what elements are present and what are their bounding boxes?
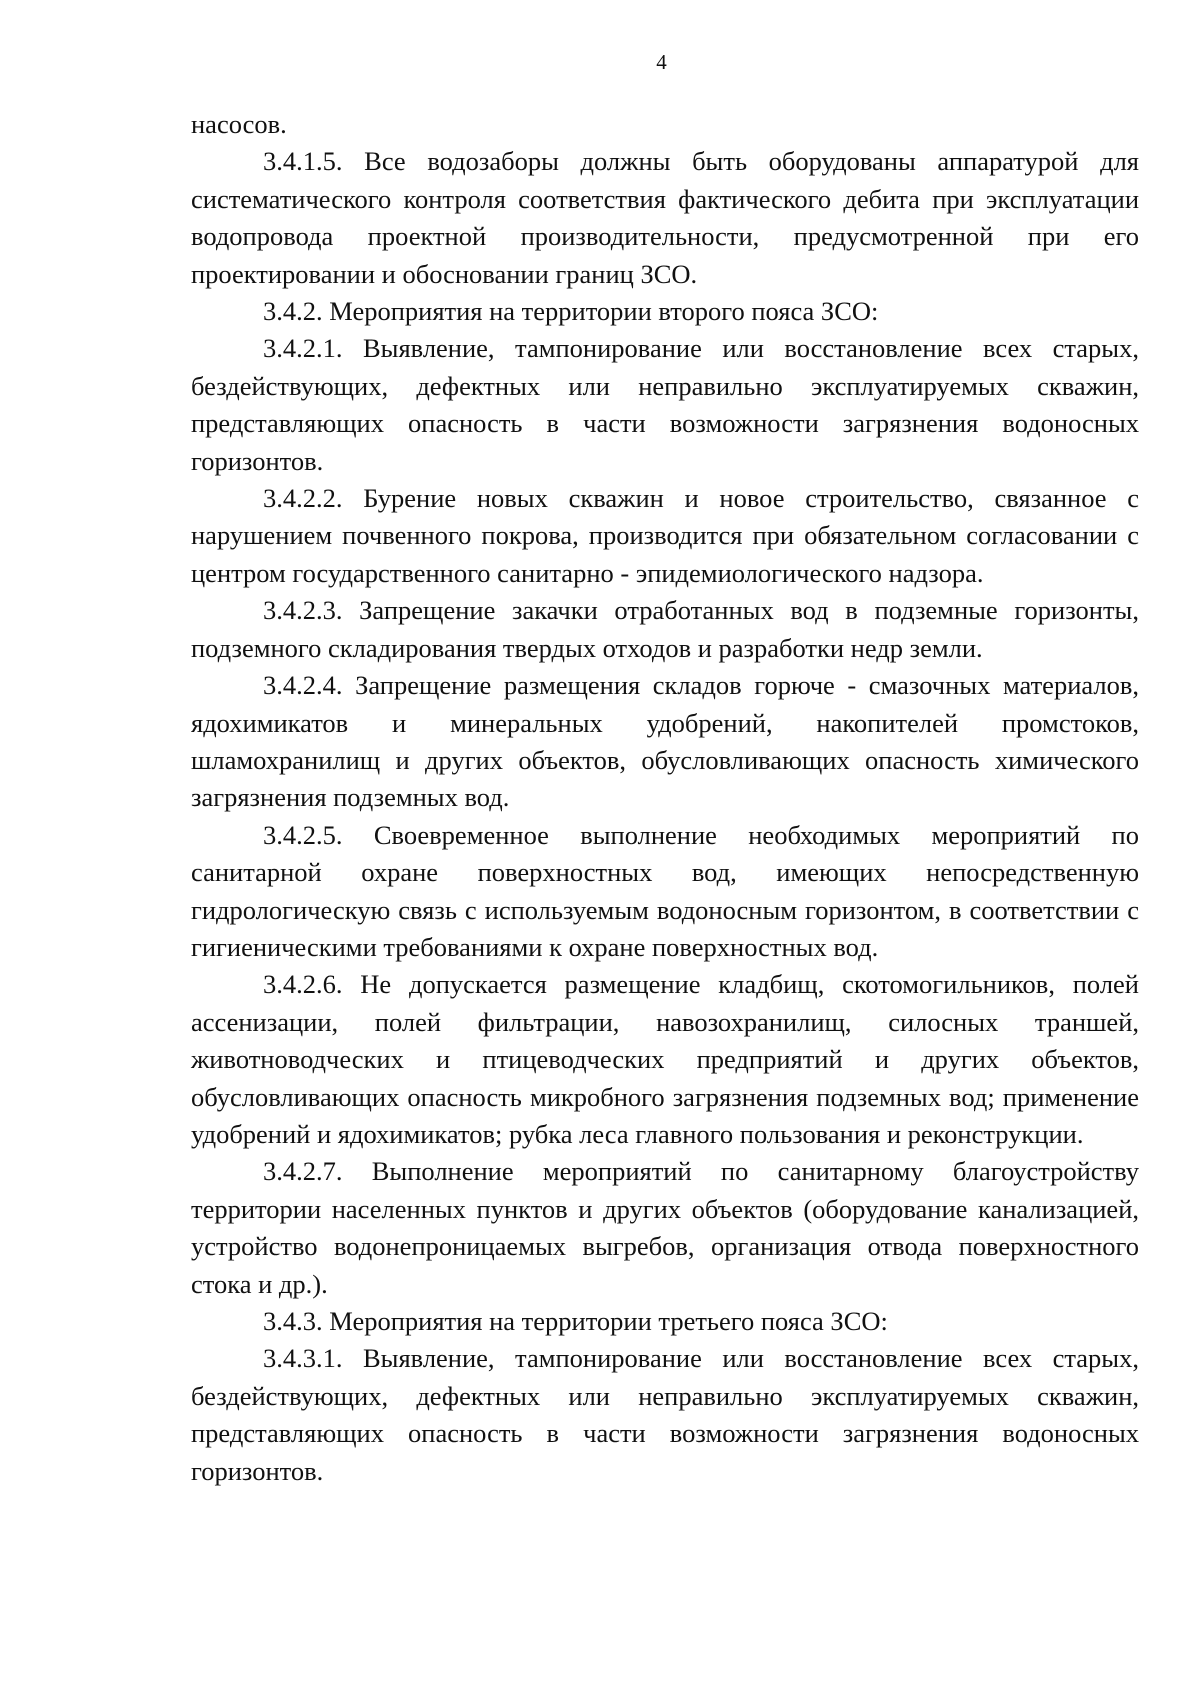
- paragraph-continuation: насосов.: [191, 109, 287, 139]
- paragraph-3-4-2-3: 3.4.2.3. Запрещение закачки отработанных вод в подземные горизонты, подземного складирования твердых отходов и разработки недр земли.: [191, 595, 1139, 663]
- page-number: 4: [656, 50, 667, 74]
- paragraph-3-4-2-2: 3.4.2.2. Бурение новых скважин и новое строительство, связанное с нарушением почвенного покрова, производится при обязательном согласовании с центром государственного санитарно - эпидемиологического надзора.: [191, 483, 1139, 588]
- section-heading-3-4-2: 3.4.2. Мероприятия на территории второго пояса ЗСО:: [263, 296, 879, 327]
- paragraph-3-4-2-7: 3.4.2.7. Выполнение мероприятий по санитарному благоустройству территории населенных пунктов и других объектов (оборудование канализацией, устройство водонепроницаемых выгребов, организация отвода поверхностного стока и др.).: [191, 1156, 1139, 1299]
- document-body: [191, 106, 1139, 1490]
- paragraph-3-4-2-1: 3.4.2.1. Выявление, тампонирование или восстановление всех старых, бездействующих, дефектных или неправильно эксплуатируемых скважин, представляющих опасность в части возможности загрязнения водоносных горизонтов.: [191, 333, 1139, 476]
- paragraph-3-4-2-5: 3.4.2.5. Своевременное выполнение необходимых мероприятий по санитарной охране поверхностных вод, имеющих непосредственную гидрологическую связь с используемым водоносным горизонтом, в соответствии с гигиеническими требованиями к охране поверхностных вод.: [191, 819, 1139, 962]
- section-heading-3-4-3: 3.4.3. Мероприятия на территории третьего пояса ЗСО:: [263, 1306, 888, 1336]
- paragraph-3-4-1-5: 3.4.1.5. Все водозаборы должны быть оборудованы аппаратурой для систематического контроля соответствия фактического дебита при эксплуатации водопровода проектной производительности, предусмотренной при его проектировании и обосновании границ ЗСО.: [191, 146, 1139, 289]
- paragraph-3-4-2-4: 3.4.2.4. Запрещение размещения складов горюче - смазочных материалов, ядохимикатов и минеральных удобрений, накопителей промстоков, шламохранилищ и других объектов, обусловливающих опасность химического загрязнения подземных вод.: [191, 670, 1139, 813]
- paragraph-3-4-2-6: 3.4.2.6. Не допускается размещение кладбищ, скотомогильников, полей ассенизации, полей фильтрации, навозохранилищ, силосных траншей, животноводческих и птицеводческих предприятий и других объектов, обусловливающих опасность микробного загрязнения подземных вод; применение удобрений и ядохимикатов; рубка леса главного пользования и реконструкции.: [191, 969, 1139, 1149]
- paragraph-3-4-3-1: 3.4.3.1. Выявление, тампонирование или восстановление всех старых, бездействующих, дефектных или неправильно эксплуатируемых скважин, представляющих опасность в части возможности загрязнения водоносных горизонтов.: [191, 1343, 1139, 1486]
